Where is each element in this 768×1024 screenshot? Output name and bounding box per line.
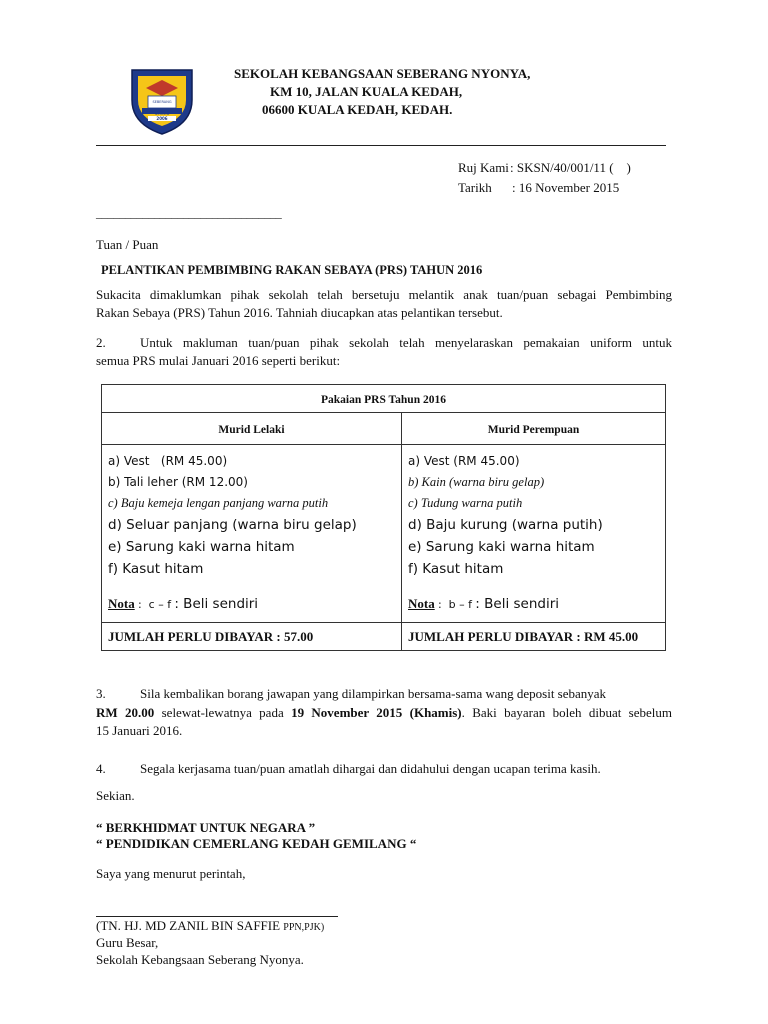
nota-range-lelaki: : c – f xyxy=(137,598,172,611)
item-lelaki-b: b) Tali leher (RM 12.00) xyxy=(108,475,248,489)
item-lelaki-f: f) Kasut hitam xyxy=(108,561,204,577)
closing: Sekian. xyxy=(96,788,135,803)
table-title: Pakaian PRS Tahun 2016 xyxy=(321,393,446,406)
item-lelaki-d: d) Seluar panjang (warna biru gelap) xyxy=(108,517,357,533)
para3-line1: Sila kembalikan borang jawapan yang dilampirkan bersama-sama wang deposit sebanyak xyxy=(140,686,607,701)
para3-end: . Baki bayaran boleh dibuat sebelum xyxy=(461,705,672,720)
signatory-name-text: (TN. HJ. MD ZANIL BIN SAFFIE xyxy=(96,918,281,933)
item-perempuan-e: e) Sarung kaki warna hitam xyxy=(408,539,595,555)
para4-num: 4. xyxy=(96,761,106,776)
col-header-lelaki: Murid Lelaki xyxy=(218,423,285,436)
nota-text-lelaki: : Beli sendiri xyxy=(174,596,259,612)
para3-date: 19 November 2015 (Khamis) xyxy=(291,705,462,720)
nota-label-lelaki: Nota xyxy=(108,596,135,611)
signatory-school: Sekolah Kebangsaan Seberang Nyonya. xyxy=(96,952,304,967)
tarikh-label: Tarikh xyxy=(458,180,492,195)
nota-perempuan xyxy=(408,594,665,615)
table-title-cell xyxy=(102,385,666,413)
school-logo xyxy=(122,66,202,136)
nota-label-perempuan: Nota xyxy=(408,596,435,611)
logo-year: 2006 xyxy=(156,116,168,121)
para3-amount: RM 20.00 xyxy=(96,705,155,720)
para1-line2: Rakan Sebaya (PRS) Tahun 2016. Tahniah diucapkan atas pelantikan tersebut. xyxy=(96,305,503,320)
para2-num: 2. xyxy=(96,335,106,350)
item-perempuan-c: c) Tudung warna putih xyxy=(408,496,523,510)
item-lelaki-a: a) Vest (RM 45.00) xyxy=(108,454,228,468)
items-perempuan-cell xyxy=(402,445,666,623)
total-lelaki-cell xyxy=(102,623,402,651)
col-header-perempuan-cell xyxy=(402,413,666,445)
para1-line1 xyxy=(96,287,672,303)
school-address-line: KM 10, JALAN KUALA KEDAH, xyxy=(270,84,463,99)
para1-text1: Sukacita dimaklumkan pihak sekolah telah bersetuju melantik anak tuan/puan sebagai Pembimbing xyxy=(96,287,672,302)
address-blank: ________________________________ xyxy=(96,206,282,220)
logo-text: SEBERANG NYONYA xyxy=(152,100,172,116)
para3-num: 3. xyxy=(96,686,106,701)
subject-line: PELANTIKAN PEMBIMBING RAKAN SEBAYA (PRS) TAHUN 2016 xyxy=(101,263,483,277)
salutation: Tuan / Puan xyxy=(96,237,159,252)
col-header-lelaki-cell xyxy=(102,413,402,445)
para3-line3: 15 Januari 2016. xyxy=(96,723,183,738)
tarikh-value: : 16 November 2015 xyxy=(512,180,620,195)
item-perempuan-b: b) Kain (warna biru gelap) xyxy=(408,475,545,489)
signatory-name xyxy=(96,918,324,934)
col-header-perempuan: Murid Perempuan xyxy=(487,423,580,436)
total-perempuan: JUMLAH PERLU DIBAYAR : RM 45.00 xyxy=(408,628,639,644)
item-perempuan-d: d) Baju kurung (warna putih) xyxy=(408,517,603,533)
motto-2: “ PENDIDIKAN CEMERLANG KEDAH GEMILANG “ xyxy=(96,836,417,851)
para2-text1: Untuk makluman tuan/puan pihak sekolah telah menyelaraskan pemakaian uniform untuk xyxy=(140,335,672,350)
nota-text-perempuan: : Beli sendiri xyxy=(475,596,559,612)
sign-intro: Saya yang menurut perintah, xyxy=(96,866,246,881)
item-perempuan-a: a) Vest (RM 45.00) xyxy=(408,454,520,468)
school-postcode-line: 06600 KUALA KEDAH, KEDAH. xyxy=(262,102,453,117)
para3-mid: selewat-lewatnya pada xyxy=(154,705,292,720)
ruj-label: Ruj Kami xyxy=(458,160,509,175)
uniform-table xyxy=(101,384,666,651)
total-perempuan-cell xyxy=(402,623,666,651)
motto-1: “ BERKHIDMAT UNTUK NEGARA ” xyxy=(96,820,316,835)
header-divider xyxy=(96,145,666,146)
item-perempuan-f: f) Kasut hitam xyxy=(408,561,504,577)
nota-range-perempuan: : b – f xyxy=(437,598,473,611)
total-lelaki: JUMLAH PERLU DIBAYAR : 57.00 xyxy=(108,628,314,644)
para2-line1 xyxy=(140,335,672,351)
items-lelaki-cell xyxy=(102,445,402,623)
para2-line2: semua PRS mulai Januari 2016 seperti berikut: xyxy=(96,353,341,368)
nota-lelaki xyxy=(108,594,401,615)
para4-text: Segala kerjasama tuan/puan amatlah dihargai dan didahului dengan ucapan terima kasih. xyxy=(140,761,601,776)
item-lelaki-e: e) Sarung kaki warna hitam xyxy=(108,539,295,555)
school-name: SEKOLAH KEBANGSAAN SEBERANG NYONYA, xyxy=(234,66,531,81)
signatory-position: Guru Besar, xyxy=(96,935,159,950)
signatory-title: PPN,PJK) xyxy=(283,922,325,933)
item-lelaki-c: c) Baju kemeja lengan panjang warna putih xyxy=(108,496,329,510)
signature-line xyxy=(96,916,338,917)
para3-line2 xyxy=(96,705,672,721)
ruj-value: : SKSN/40/001/11 ( ) xyxy=(510,160,631,175)
